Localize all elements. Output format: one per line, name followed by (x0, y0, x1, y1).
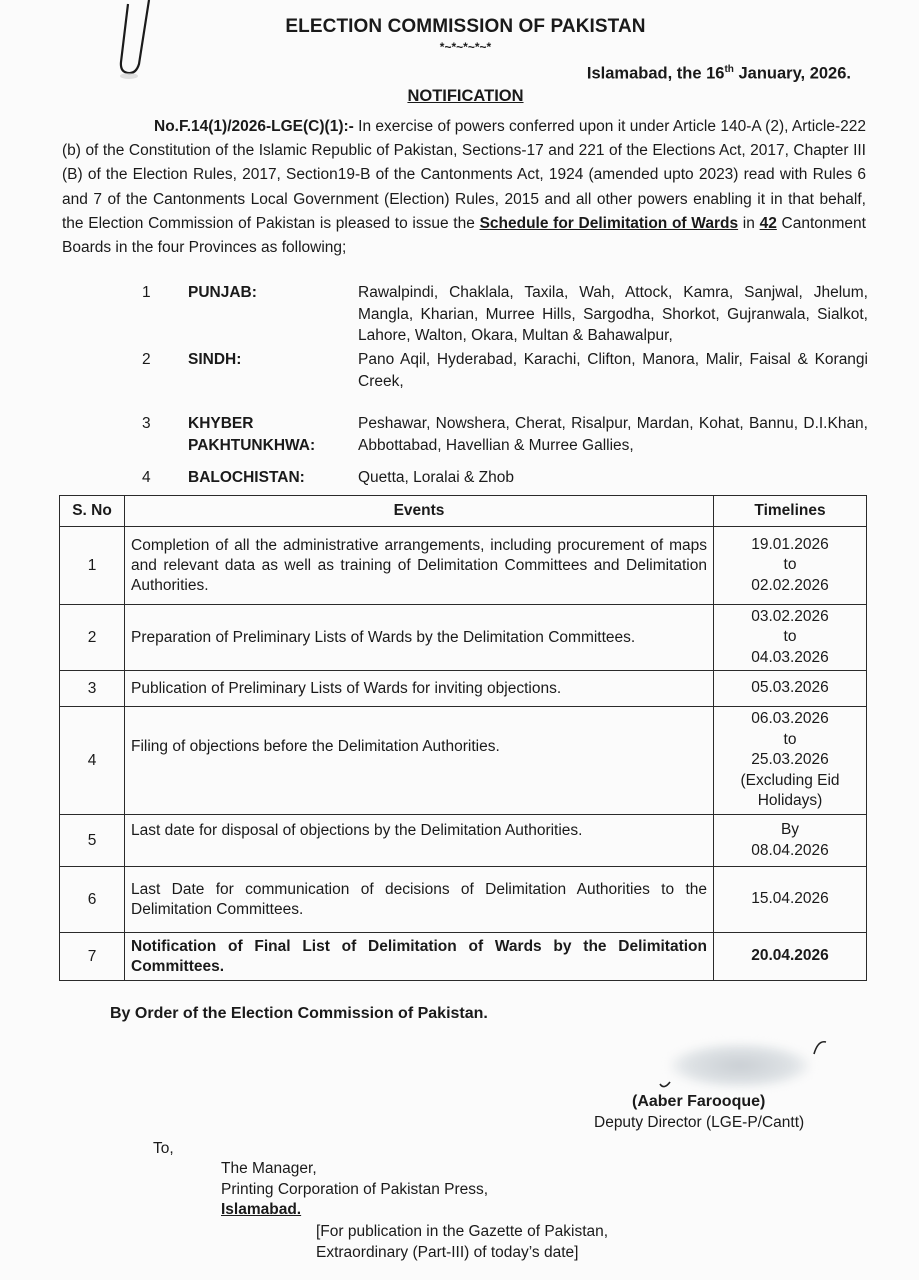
signer-name: (Aaber Farooque) (632, 1093, 766, 1110)
signer-designation: Deputy Director (LGE-P/Cantt) (594, 1114, 805, 1131)
by-order-line: By Order of the Election Commission of Pakistan. (110, 1005, 488, 1022)
table-row: 1 Completion of all the administrative arrangements, including procurement of maps and relevant data as well as training of Delimitation Committees and Delimitation Authorities. 19.01.2026 to 02.02.2026 (60, 527, 867, 605)
document-title: ELECTION COMMISSION OF PAKISTAN (285, 16, 646, 37)
publication-note: [For publication in the Gazette of Pakistan, Extraordinary (Part-III) of today’s date] (316, 1223, 609, 1261)
table-row: 2 Preparation of Preliminary Lists of Wards by the Delimitation Committees. 03.02.2026 to 04.03.2026 (60, 605, 867, 671)
province-item-sindh: 2 SINDH: Pano Aqil, Hyderabad, Karachi, Clifton, Manora, Malir, Faisal & Korangi Creek, (142, 351, 868, 390)
table-header-row (60, 496, 867, 527)
notification-body: No.F.14(1)/2026-LGE(C)(1):- In exercise of powers conferred upon it under Article 140-A (2), Article-222 (b) of the Constitution of the Islamic Republic of Pakistan, Sections-17 and 221 of the Elections Act, 2017, Chapter III (B) of the Election Rules, 2017, Section19-B of the Cantonments Act, 1924 (amended upto 2023) read with Rules 6 and 7 of the Cantonments Local Government (Election) Rules, 2015 and all other powers enabling it in that behalf, the Election Commission of Pakistan is pleased to issue the Schedule for Delimitation of Wards in 42 Cantonment Boards in the four Provinces as following; (62, 118, 866, 257)
dateline: Islamabad, the 16th January, 2026. (586, 64, 851, 83)
reference-number: No.F.14(1)/2026-LGE(C)(1):- (154, 118, 354, 135)
schedule-table (59, 495, 867, 981)
schedule-title: Schedule for Delimitation of Wards (479, 214, 739, 232)
signature-icon (652, 1036, 832, 1091)
column-header-events: Events (125, 496, 714, 527)
title-ornament: *~*~*~*~* (439, 40, 492, 54)
province-item-kpk: 3 KHYBER PAKHTUNKHWA: Peshawar, Nowshera, Cherat, Risalpur, Mardan, Kohat, Bannu, D.I.Khan, Abbottabad, Havellian & Murree Gallies, (142, 415, 868, 454)
province-item-balochistan: 4 BALOCHISTAN: Quetta, Loralai & Zhob (142, 469, 514, 486)
column-header-timelines: Timelines (714, 496, 867, 527)
table-row: 3 Publication of Preliminary Lists of Wards for inviting objections. 05.03.2026 (60, 671, 867, 707)
table-row: 5 Last date for disposal of objections by the Delimitation Authorities. By 08.04.2026 (60, 815, 867, 867)
table-row: 6 Last Date for communication of decisions of Delimitation Authorities to the Delimitation Committees. 15.04.2026 (60, 867, 867, 933)
column-header-sno: S. No (60, 496, 125, 527)
table-row: 4 Filing of objections before the Delimitation Authorities. 06.03.2026 to 25.03.2026 (Excluding Eid Holidays) (60, 707, 867, 815)
to-label: To, (153, 1140, 174, 1157)
province-item-punjab: 1 PUNJAB: Rawalpindi, Chaklala, Taxila, Wah, Attock, Kamra, Sanjwal, Jhelum, Mangla, Kharian, Murree Hills, Sargodha, Shorkot, Gujranwala, Sialkot, Lahore, Walton, Okara, Multan & Bahawalpur, (142, 284, 868, 344)
recipient-address: The Manager, Printing Corporation of Pakistan Press, Islamabad. (221, 1160, 489, 1218)
table-row: 7 Notification of Final List of Delimitation of Wards by the Delimitation Committees. 20.04.2026 (60, 933, 867, 981)
board-count: 42 (759, 214, 777, 232)
notification-heading: NOTIFICATION (407, 87, 524, 105)
